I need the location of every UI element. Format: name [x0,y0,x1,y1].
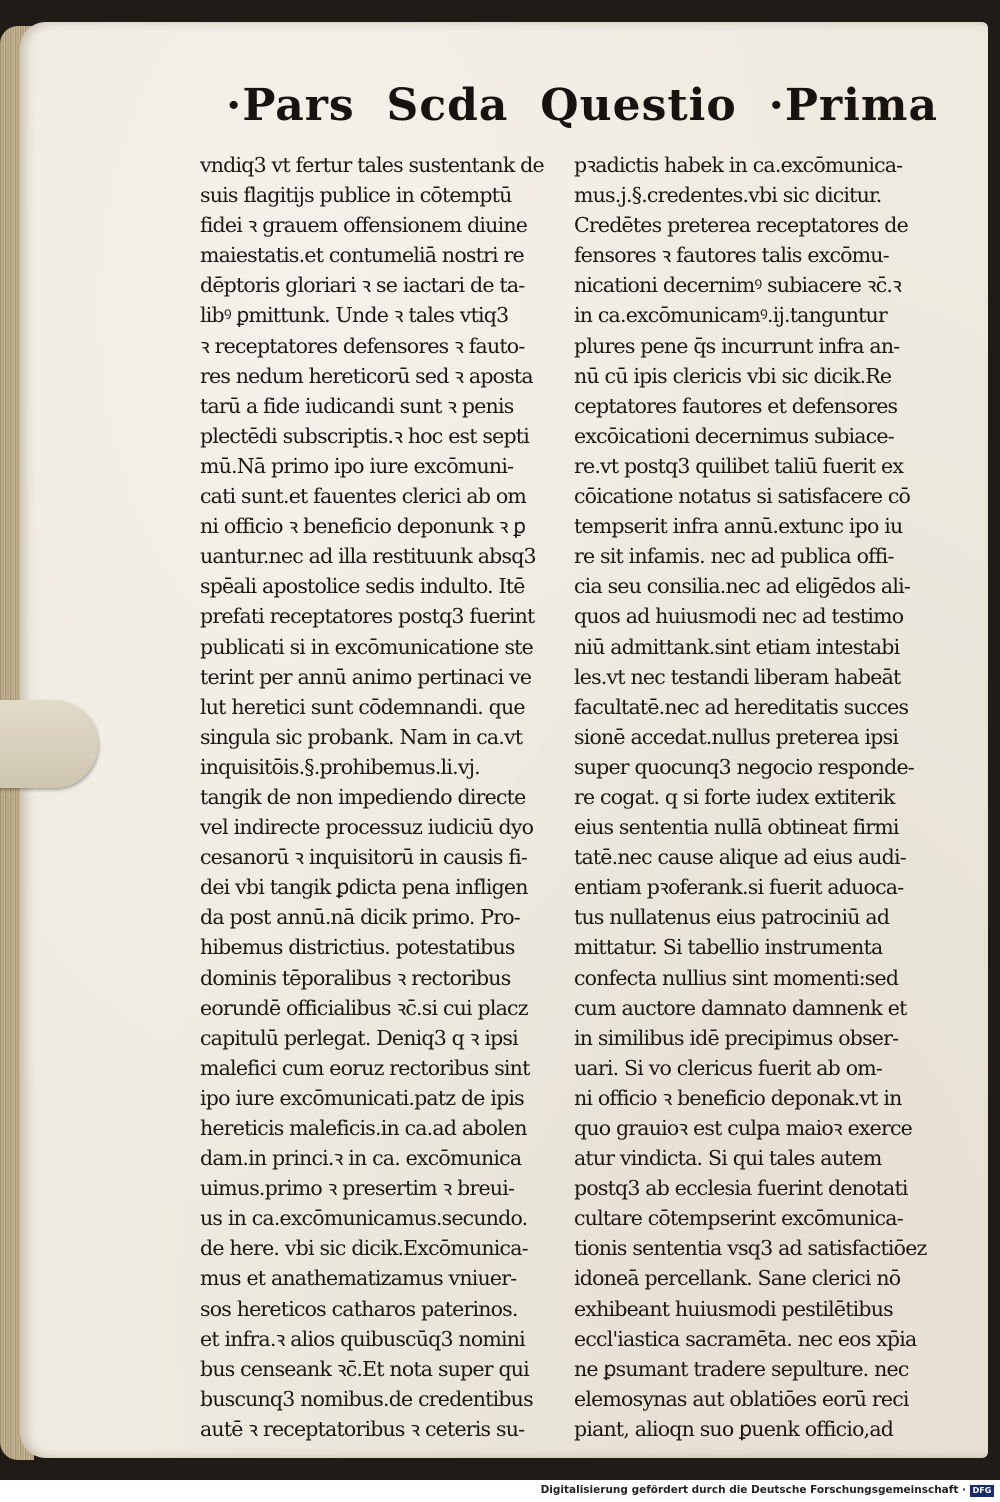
text-line: ceptatores fautores et defensores [574,393,898,418]
text-line: ni officio ꝛ beneficio deponunk ꝛ ꝑ [200,514,526,539]
footer-bar [0,1480,1000,1502]
text-line: facultatē.nec ad hereditatis succes [574,694,909,719]
text-line: ne ꝑsumant tradere sepulture. nec [574,1356,909,1381]
text-line: ipo iure excōmunicati.patz de ipis [200,1085,524,1110]
text-line: de here. vbi sic dicik.Excōmunica- [200,1236,528,1261]
text-line: fensores ꝛ fautores talis excōmu- [574,243,889,268]
text-line: cesanorū ꝛ inquisitorū in causis fi- [200,845,528,870]
text-line: re.vt postq3 quilibet taliū fuerit ex [574,453,904,478]
text-line: uimus.primo ꝛ presertim ꝛ breui- [200,1176,515,1201]
text-line: plures pene q̄s incurrunt infra an- [574,333,900,358]
text-line: maiestatis.et contumeliā nostri re [200,243,524,268]
text-line: mittatur. Si tabellio instrumenta [574,935,883,960]
text-line: atur vindicta. Si qui tales autem [574,1146,882,1171]
text-line: dei vbi tangik ꝑdicta pena infligen [200,875,528,900]
text-line: confecta nullius sint momenti:sed [574,965,899,990]
text-line: tionis sententia vsq3 ad satisfactiōez [574,1236,927,1261]
text-column-right [574,150,944,1444]
text-line: super quocunq3 negocio responde- [574,754,914,779]
text-line: nicationi decernimꝰ subiacere ꝛc̄.ꝛ [574,273,902,298]
text-line: capitulū perlegat. Deniq3 q ꝛ ipsi [200,1025,518,1050]
text-line: re sit infamis. nec ad publica offi- [574,544,894,569]
text-line: fidei ꝛ grauem offensionem diuine [200,213,528,238]
text-line: ꝛ receptatores defensores ꝛ fauto- [200,333,525,358]
text-line: sos hereticos catharos paterinos. [200,1296,518,1321]
text-line: hibemus districtius. potestatibus [200,935,515,960]
text-line: et infra.ꝛ alios quibuscūq3 nomini [200,1326,525,1351]
text-line: dēptoris gloriari ꝛ se iactari de ta- [200,273,525,298]
text-line: dominis tēporalibus ꝛ rectoribus [200,965,511,990]
text-line: Credētes preterea receptatores de [574,213,908,238]
running-head-part: ·Pars [226,79,355,131]
funding-credit: Digitalisierung gefördert durch die Deutsche Forschungsgemeinschaft · [540,1484,966,1496]
text-line: autē ꝛ receptatoribus ꝛ ceteris su- [200,1416,525,1441]
text-line: ni officio ꝛ beneficio deponak.vt in [574,1085,902,1110]
page-clip [0,700,98,788]
text-line: tarū a fide iudicandi sunt ꝛ penis [200,393,514,418]
text-line: singula sic probank. Nam in ca.vt [200,724,523,749]
text-line: lut heretici sunt cōdemnandi. que [200,694,525,719]
text-line: idoneā percellank. Sane clerici nō [574,1266,901,1291]
text-line: piant, alioqn suo ꝑuenk officio,ad [574,1416,894,1441]
text-line: elemosynas aut oblatiōes eorū reci [574,1386,909,1411]
text-line: vel indirecte processuz iudiciū dyo [200,815,534,840]
text-line: tangik de non impediendo directe [200,784,526,809]
text-line: us in ca.excōmunicamus.secundo. [200,1206,528,1231]
text-line: inquisitōis.§.prohibemus.li.vj. [200,754,480,779]
text-line: vndiq3 vt fertur tales sustentank de [200,153,544,177]
running-head-first: ·Prima [768,79,938,131]
text-line: mus.j.§.credentes.vbi sic dicitur. [574,183,882,208]
text-line: uantur.nec ad illa restituunk absq3 [200,544,536,569]
running-head [226,68,938,142]
running-head-question: Questio [540,79,737,131]
text-line: cum auctore damnato damnenk et [574,995,907,1020]
text-line: mus et anathematizamus vniuer- [200,1266,517,1291]
text-line: hereticis maleficis.in ca.ad abolen [200,1116,527,1140]
text-line: in similibus idē precipimus obser- [574,1025,899,1050]
text-line: eius sententia nullā obtineat firmi [574,815,899,840]
text-line: spēali apostolice sedis indulto. Itē [200,574,525,599]
text-line: res nedum hereticorū sed ꝛ aposta [200,363,533,388]
text-line: entiam pꝛoferank.si fuerit aduoca- [574,875,904,900]
text-line: cati sunt.et fauentes clerici ab om [200,484,527,509]
text-line: eorundē officialibus ꝛc̄.si cui placz [200,995,528,1020]
text-column-left [200,150,572,1444]
text-line: cōicatione notatus si satisfacere cō [574,484,911,509]
text-line: quos ad huiusmodi nec ad testimo [574,604,904,629]
text-line: da post annū.nā dicik primo. Pro- [200,905,520,930]
text-line: uari. Si vo clericus fuerit ab om- [574,1055,883,1080]
text-line: publicati si in excōmunicatione ste [200,634,533,659]
text-line: plectēdi subscriptis.ꝛ hoc est septi [200,423,529,448]
text-line: terint per annū animo pertinaci ve [200,664,532,689]
text-line: libꝰ ꝑmittunk. Unde ꝛ tales vtiq3 [200,303,509,328]
running-head-second: Scda [386,79,509,131]
text-line: in ca.excōmunicamꝰ.ij.tanguntur [574,303,887,328]
text-line: buscunq3 nomibus.de credentibus [200,1386,533,1411]
text-line: quo grauioꝛ est culpa maioꝛ exerce [574,1116,913,1140]
text-line: malefici cum eoruz rectoribus sint [200,1055,530,1080]
text-line: nū cū ipis clericis vbi sic dicik.Re [574,363,892,388]
text-line: prefati receptatores postq3 fuerint [200,604,535,629]
text-line: pꝛadictis habek in ca.excōmunica- [574,153,903,177]
text-line: mū.Nā primo ipo iure excōmuni- [200,453,514,478]
text-line: eccl'iastica sacramēta. nec eos xp̄ia [574,1326,917,1351]
text-line: cultare cōtempserint excōmunica- [574,1206,903,1231]
text-line: postq3 ab ecclesia fuerint denotati [574,1176,908,1201]
text-line: tempserit infra annū.extunc ipo iu [574,514,903,539]
dfg-logo: DFG [970,1485,994,1497]
text-line: exhibeant huiusmodi pestilētibus [574,1296,893,1321]
text-line: sionē accedat.nullus preterea ipsi [574,724,899,749]
text-line: dam.in princi.ꝛ in ca. excōmunica [200,1146,522,1171]
text-line: bus censeank ꝛc̄.Et nota super qui [200,1356,529,1381]
text-line: niū admittank.sint etiam intestabi [574,634,900,659]
text-line: cia seu consilia.nec ad eligēdos ali- [574,574,910,599]
text-line: les.vt nec testandi liberam habeāt [574,664,901,689]
text-line: tus nullatenus eius patrociniū ad [574,905,890,930]
text-line: re cogat. q si forte iudex extiterik [574,784,895,809]
text-line: excōicationi decernimus subiace- [574,423,894,448]
text-line: tatē.nec cause alique ad eius audi- [574,845,906,870]
text-line: suis flagitijs publice in cōtemptū [200,183,512,208]
